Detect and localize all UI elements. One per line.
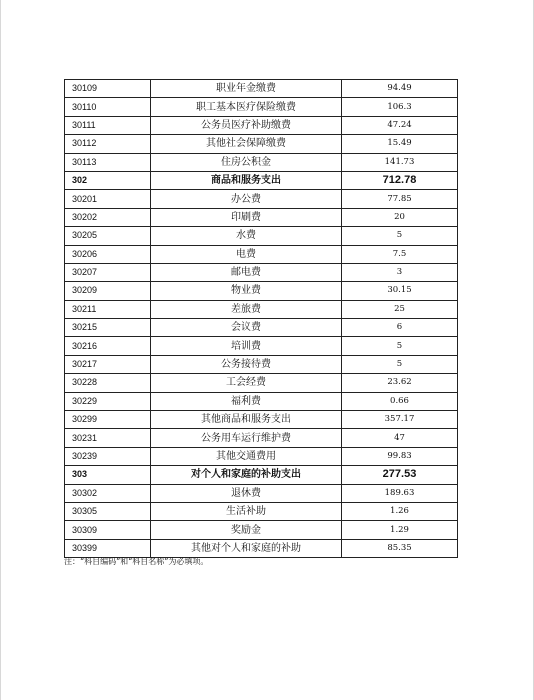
table-row <box>65 135 458 153</box>
table-row <box>65 392 458 410</box>
table-row <box>65 447 458 465</box>
amount-cell: 30.15 <box>342 282 458 300</box>
footnote: 注：“科目编码”和“科目名称”为必填项。 <box>64 557 209 566</box>
table-row <box>65 98 458 116</box>
table-row <box>65 539 458 557</box>
account-name-cell: 邮电费 <box>151 263 342 281</box>
account-name-cell: 商品和服务支出 <box>151 171 342 189</box>
account-name-cell: 公务员医疗补助缴费 <box>151 116 342 134</box>
amount-cell: 141.73 <box>342 153 458 171</box>
account-name-cell: 公务接待费 <box>151 355 342 373</box>
amount-cell: 99.83 <box>342 447 458 465</box>
account-name-cell: 福利费 <box>151 392 342 410</box>
account-name-cell: 其他商品和服务支出 <box>151 411 342 429</box>
account-name-cell: 工会经费 <box>151 374 342 392</box>
table-row <box>65 337 458 355</box>
table-row <box>65 429 458 447</box>
account-name-cell: 职工基本医疗保险缴费 <box>151 98 342 116</box>
account-name-cell: 差旅费 <box>151 300 342 318</box>
account-name-cell: 生活补助 <box>151 502 342 520</box>
table-row <box>65 484 458 502</box>
category-subtotal-row <box>65 466 458 484</box>
table-row <box>65 190 458 208</box>
account-code-cell: 30228 <box>65 374 151 392</box>
account-name-cell: 其他对个人和家庭的补助 <box>151 539 342 557</box>
amount-cell: 3 <box>342 263 458 281</box>
account-code-cell: 30201 <box>65 190 151 208</box>
account-name-cell: 办公费 <box>151 190 342 208</box>
account-name-cell: 对个人和家庭的补助支出 <box>151 466 342 484</box>
account-code-cell: 30110 <box>65 98 151 116</box>
account-name-cell: 物业费 <box>151 282 342 300</box>
account-code-cell: 30217 <box>65 355 151 373</box>
account-code-cell: 30305 <box>65 502 151 520</box>
account-code-cell: 30209 <box>65 282 151 300</box>
account-code-cell: 30309 <box>65 521 151 539</box>
amount-cell: 0.66 <box>342 392 458 410</box>
account-code-cell: 30231 <box>65 429 151 447</box>
table-row <box>65 153 458 171</box>
account-code-cell: 30211 <box>65 300 151 318</box>
amount-cell: 1.26 <box>342 502 458 520</box>
amount-cell: 23.62 <box>342 374 458 392</box>
account-name-cell: 电费 <box>151 245 342 263</box>
account-code-cell: 30215 <box>65 319 151 337</box>
table-row <box>65 355 458 373</box>
account-code-cell: 30109 <box>65 80 151 98</box>
table-row <box>65 116 458 134</box>
category-subtotal-row <box>65 171 458 189</box>
account-code-cell: 30216 <box>65 337 151 355</box>
amount-cell: 5 <box>342 227 458 245</box>
table-row <box>65 282 458 300</box>
account-code-cell: 30113 <box>65 153 151 171</box>
amount-cell: 712.78 <box>342 171 458 189</box>
amount-cell: 6 <box>342 319 458 337</box>
account-name-cell: 其他交通费用 <box>151 447 342 465</box>
amount-cell: 47 <box>342 429 458 447</box>
account-code-cell: 30112 <box>65 135 151 153</box>
account-name-cell: 职业年金缴费 <box>151 80 342 98</box>
account-code-cell: 30206 <box>65 245 151 263</box>
account-code-cell: 30399 <box>65 539 151 557</box>
amount-cell: 277.53 <box>342 466 458 484</box>
budget-table-body <box>65 80 458 558</box>
account-name-cell: 水费 <box>151 227 342 245</box>
account-code-cell: 30229 <box>65 392 151 410</box>
table-row <box>65 411 458 429</box>
account-code-cell: 30205 <box>65 227 151 245</box>
amount-cell: 5 <box>342 337 458 355</box>
amount-cell: 189.63 <box>342 484 458 502</box>
amount-cell: 94.49 <box>342 80 458 98</box>
account-name-cell: 培训费 <box>151 337 342 355</box>
amount-cell: 357.17 <box>342 411 458 429</box>
account-name-cell: 退休费 <box>151 484 342 502</box>
account-code-cell: 30239 <box>65 447 151 465</box>
amount-cell: 1.29 <box>342 521 458 539</box>
amount-cell: 5 <box>342 355 458 373</box>
table-row <box>65 227 458 245</box>
table-row <box>65 521 458 539</box>
budget-table <box>64 79 458 558</box>
table-row <box>65 80 458 98</box>
amount-cell: 47.24 <box>342 116 458 134</box>
amount-cell: 20 <box>342 208 458 226</box>
table-row <box>65 502 458 520</box>
account-name-cell: 奖励金 <box>151 521 342 539</box>
account-name-cell: 其他社会保障缴费 <box>151 135 342 153</box>
table-row <box>65 208 458 226</box>
account-code-cell: 30207 <box>65 263 151 281</box>
amount-cell: 25 <box>342 300 458 318</box>
table-row <box>65 300 458 318</box>
amount-cell: 85.35 <box>342 539 458 557</box>
amount-cell: 7.5 <box>342 245 458 263</box>
account-code-cell: 303 <box>65 466 151 484</box>
account-code-cell: 30111 <box>65 116 151 134</box>
account-code-cell: 302 <box>65 171 151 189</box>
amount-cell: 106.3 <box>342 98 458 116</box>
account-code-cell: 30202 <box>65 208 151 226</box>
account-name-cell: 住房公积金 <box>151 153 342 171</box>
table-row <box>65 374 458 392</box>
amount-cell: 77.85 <box>342 190 458 208</box>
account-name-cell: 印刷费 <box>151 208 342 226</box>
amount-cell: 15.49 <box>342 135 458 153</box>
account-name-cell: 公务用车运行维护费 <box>151 429 342 447</box>
table-row <box>65 263 458 281</box>
account-code-cell: 30299 <box>65 411 151 429</box>
account-name-cell: 会议费 <box>151 319 342 337</box>
table-row <box>65 245 458 263</box>
table-row <box>65 319 458 337</box>
account-code-cell: 30302 <box>65 484 151 502</box>
